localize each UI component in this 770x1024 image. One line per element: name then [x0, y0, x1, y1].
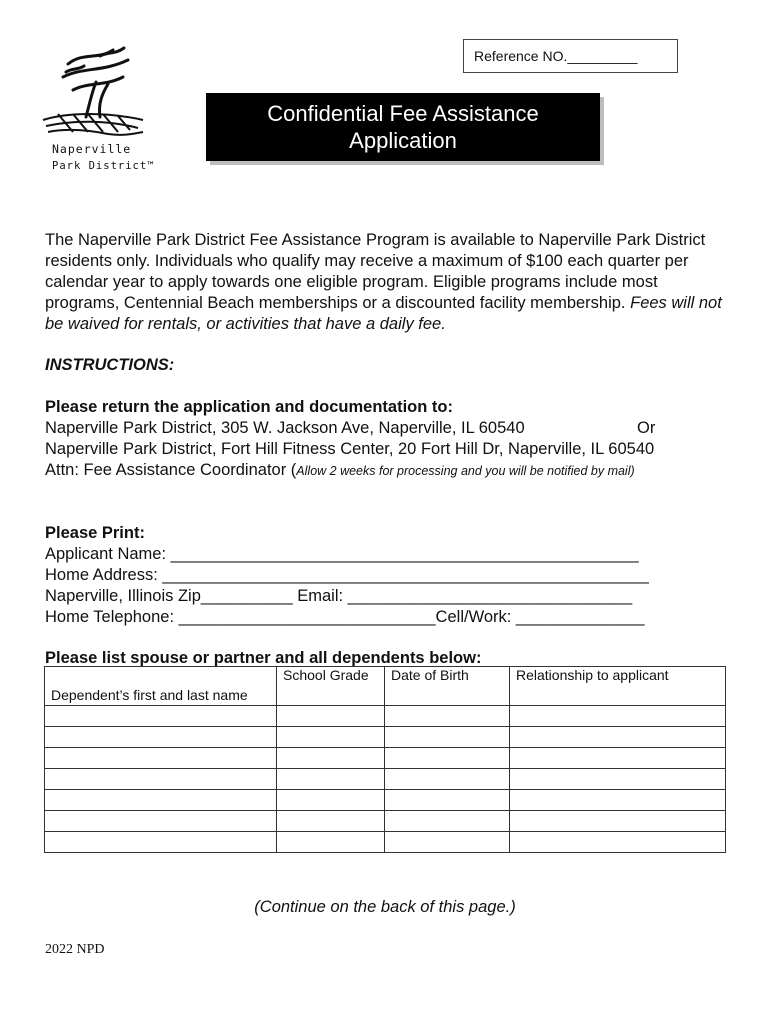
table-cell[interactable] [510, 769, 726, 790]
table-row [45, 790, 726, 811]
applicant-name-field[interactable]: Applicant Name: ___________________________________________________ [45, 545, 639, 563]
table-row [45, 727, 726, 748]
column-header-grade: School Grade [277, 667, 385, 706]
table-cell[interactable] [510, 748, 726, 769]
table-cell[interactable] [510, 706, 726, 727]
column-header-name: Dependent’s first and last name [45, 667, 277, 706]
table-cell[interactable] [277, 706, 385, 727]
intro-text: The Naperville Park District Fee Assistance Program is available to Naperville Park District residents only. Individuals who qualify may receive a maximum of $100 each quarter per calendar year to apply towards one eligible program. Eligible programs include most programs, Centennial Beach memberships or a discounted facility membership. [45, 231, 706, 312]
table-cell[interactable] [277, 748, 385, 769]
table-row [45, 811, 726, 832]
table-row [45, 832, 726, 853]
return-address-1: Naperville Park District, 305 W. Jackson Ave, Naperville, IL 60540 [45, 419, 525, 437]
form-title-text: Confidential Fee Assistance Application [267, 101, 539, 153]
table-row [45, 706, 726, 727]
table-cell[interactable] [385, 706, 510, 727]
intro-paragraph [45, 230, 735, 335]
table-cell[interactable] [385, 832, 510, 853]
logo-text-park-district: Park District™ [52, 160, 155, 172]
table-cell[interactable] [45, 706, 277, 727]
table-cell[interactable] [277, 790, 385, 811]
return-heading: Please return the application and documentation to: [45, 398, 453, 416]
return-address-2: Naperville Park District, Fort Hill Fitness Center, 20 Fort Hill Dr, Naperville, IL 60540 [45, 440, 655, 458]
column-header-dob: Date of Birth [385, 667, 510, 706]
table-cell[interactable] [45, 748, 277, 769]
home-address-field[interactable]: Home Address: _____________________________________________________ [45, 566, 649, 584]
table-cell[interactable] [45, 811, 277, 832]
table-cell[interactable] [45, 727, 277, 748]
table-cell[interactable] [510, 811, 726, 832]
table-cell[interactable] [277, 832, 385, 853]
table-cell[interactable] [385, 790, 510, 811]
telephone-field[interactable]: Home Telephone: ____________________________Cell/Work: ______________ [45, 608, 645, 626]
table-row [45, 748, 726, 769]
attn-processing-note: Allow 2 weeks for processing and you will be notified by mail) [296, 464, 635, 478]
park-district-logo [38, 42, 158, 174]
table-cell[interactable] [510, 790, 726, 811]
dependents-heading: Please list spouse or partner and all dependents below: [45, 649, 482, 667]
table-cell[interactable] [385, 748, 510, 769]
return-attn [45, 460, 635, 482]
table-row [45, 769, 726, 790]
table-cell[interactable] [277, 811, 385, 832]
attn-text: Attn: Fee Assistance Coordinator ( [45, 461, 297, 479]
return-or: Or [637, 419, 656, 437]
table-cell[interactable] [510, 727, 726, 748]
table-cell[interactable] [277, 769, 385, 790]
print-heading: Please Print: [45, 524, 145, 542]
instructions-heading: INSTRUCTIONS: [45, 356, 175, 374]
form-title [206, 93, 600, 161]
continue-note: (Continue on the back of this page.) [254, 898, 516, 916]
intro-italic-note: Fees will not be waived for rentals, or activities that have a daily fee. [45, 294, 722, 333]
table-cell[interactable] [385, 811, 510, 832]
table-cell[interactable] [385, 727, 510, 748]
form-code: 2022 NPD [45, 942, 105, 957]
table-cell[interactable] [385, 769, 510, 790]
dependents-table [44, 666, 726, 853]
zip-email-field[interactable]: Naperville, Illinois Zip__________ Email: _______________________________ [45, 587, 633, 605]
table-cell[interactable] [510, 832, 726, 853]
dependents-header-row [45, 667, 726, 706]
tree-logo-icon [38, 42, 158, 142]
table-cell[interactable] [45, 790, 277, 811]
table-cell[interactable] [45, 769, 277, 790]
table-cell[interactable] [277, 727, 385, 748]
reference-number-field[interactable]: Reference NO._________ [463, 39, 678, 73]
table-cell[interactable] [45, 832, 277, 853]
logo-text-naperville: Naperville [52, 142, 132, 156]
column-header-relationship: Relationship to applicant [510, 667, 726, 706]
